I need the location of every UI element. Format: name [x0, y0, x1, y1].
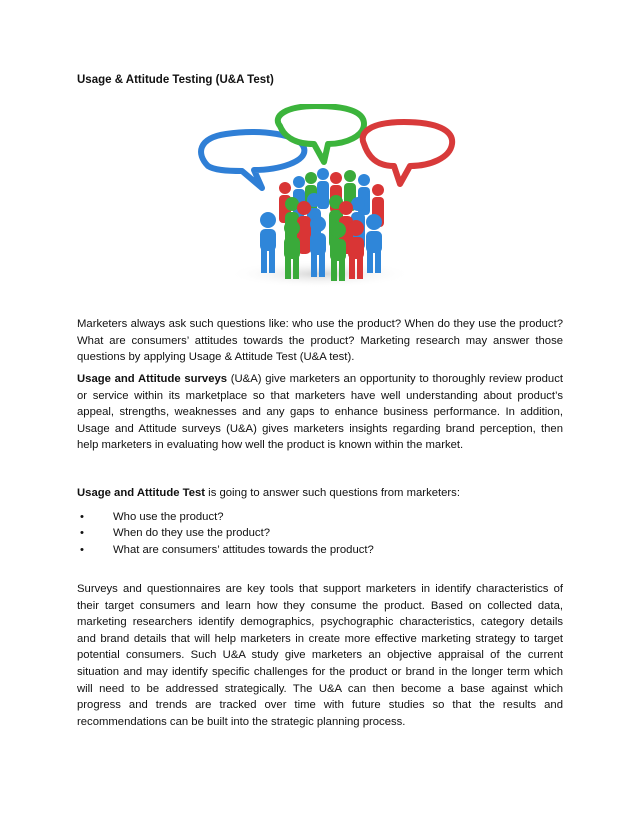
intro-paragraph: Marketers always ask such questions like: who use the product? When do they use the product? What are consumers’ attitudes towards the product? Marketing research may answer those questions by applying Usage & Attitude Test (U&A test). — [77, 318, 563, 364]
list-item — [77, 542, 563, 558]
surveys-bold-lead: Usage and Attitude surveys — [77, 373, 228, 385]
list-item-text: When do they use the product? — [113, 527, 271, 540]
list-item-text: Who use the product? — [113, 511, 224, 523]
test-intro-paragraph — [77, 485, 563, 502]
test-bold-lead: Usage and Attitude Test — [77, 487, 206, 499]
people-with-speech-bubbles-image — [168, 104, 460, 294]
red-speech-bubble — [363, 122, 453, 184]
list-item — [77, 525, 563, 541]
surveys-text: (U&A) give marketers an opportunity to thoroughly review product or service within its marketplace so that marketers have well understanding about product’s appeal, strengths, weaknesses and any gaps to enhance business performance. In addition, Usage and Attitude surveys (U&A) gives marketers insights regarding brand perception, then help marketers in evaluating how well the product is known within the market. — [77, 373, 563, 452]
surveys-paragraph — [77, 371, 563, 454]
test-intro-text: is going to answer such questions from marketers: — [205, 487, 460, 499]
bullet-icon: • — [80, 511, 84, 523]
document-title: Usage & Attitude Testing (U&A Test) — [77, 74, 274, 86]
list-item — [77, 509, 563, 525]
bullet-icon: • — [80, 543, 84, 556]
questions-bullet-list — [77, 509, 563, 558]
surveys-questionnaires-paragraph: Surveys and questionnaires are key tools that support marketers in identify characteristics of their target consumers and learn how they consume the product. Based on collected data, marketing researchers identify demographics, psychographic characteristics, category details and brand details that will help marketers in create more effective marketing strategy to target potential consumers. Such U&A study give marketers an objective appraisal of the current situation and may identify specific challenges for the product or brand in the longer term which will need to be addressed strategically. The U&A can then become a base against which progress and trends are tracked over time with future studies so that the results and recommendations can be built into the strategic planning process. — [77, 583, 563, 728]
speech-bubbles-illustration — [168, 104, 460, 294]
list-item-text: What are consumers’ attitudes towards the product? — [113, 543, 374, 556]
bullet-icon: • — [80, 527, 84, 540]
